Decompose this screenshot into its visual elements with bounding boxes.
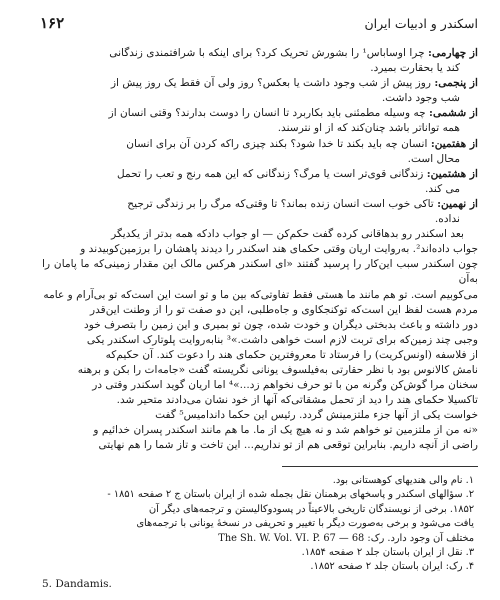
question-continuation: محال است. <box>407 152 460 165</box>
paragraph-line: نامش کالانوس بود با نظر حقارتی به‌فیلسوف یونانی نگریسته گفت «جامه‌ات را بکن و برهنه <box>77 363 478 376</box>
paragraph-line: از فلاسفه (اونس‌کریت) را فرستاد تا معروفترین حکمای هند را دعوت کند. آن حکیم‌که <box>105 348 478 361</box>
running-title: اسکندر و ادبیات ایران <box>364 15 478 31</box>
question-continuation: کند یا بحقارت بمیرد. <box>370 62 460 75</box>
question-text: چه وسیله مطمئنی باید بکاربرد تا انسان را دوست بدارند؟ وقتی انسان از <box>108 107 426 120</box>
paragraph-line: می‌کوبیم ‌است. تو هم مانند ما هستی فقط تفاوتی‌که بین ما و تو است این است‌که تو بی‌آرام و عامه <box>43 288 478 301</box>
footnote-2-cont: یافت می‌شود و برخی به‌صورت دیگر با تغییر و تحریفی در نسخهٔ یونانی با ترجمه‌های <box>136 518 474 530</box>
footnote-5: 5. Dandamis. <box>42 578 112 590</box>
question-6 <box>42 106 478 136</box>
question-label: از هشتمین: <box>426 167 478 180</box>
footnote-4: ۴. رک: ایران باستان جلد ۲ صفحه ۱۸۵۲. <box>310 561 474 573</box>
footnote-separator <box>282 466 478 467</box>
paragraph-line: مردم هست لفظ این است‌که تو‌کنجکاوی و جاه‌طلبی، این دو صفت تو را از وطنت این‌قدر <box>89 303 478 316</box>
paragraph-line: راضی از آنچه داریم. بنابراین توقعی هم از تو نداریم... این تاخت و تاز شما را هم نهایتی <box>98 439 478 452</box>
paragraph-line: «نه من از ملتزمین تو خواهم شد و نه هیچ یک از ما. ما هم مانند اسکندر پسران خدائیم و <box>93 424 478 437</box>
question-text: چرا اوساباس¹ را بشورش تحریک کرد؟ برای اینکه با شرافتمندی زندگانی <box>109 47 425 59</box>
paragraph-line: وجبی چند زمین‌که برای تربت لازم است خواهی داشت.»³ بنا‌به‌روایت پلوتارک اسکندر یکی <box>86 333 478 346</box>
footnote-2: ۲. سؤالهای اسکندر و پاسخهای برهمنان نقل بجمله شده از ایران باستان ج ۲ صفحه ۱۸۵۱ - <box>107 489 474 501</box>
paragraph-line: تاکسیلا حکمای هند را دید از تحمل مشقاتی‌که آنها از خود نشان می‌دادند متحیر شد. <box>116 394 478 407</box>
footnote-2-cont: ۱۸۵۲. برخی از نویسندگان تاریخی بالاعیناً در پسودو‌کالیستن و ترجمه‌های دیگر آن <box>148 503 474 515</box>
question-5 <box>42 76 478 106</box>
question-text: روز پیش از شب وجود داشت یا بعکس؟ روز ولی آن فقط یک روز پیش از <box>110 77 432 90</box>
footnotes <box>42 474 478 575</box>
paragraph-line: بعد اسکندر رو بدهاقانی کرده گفت حکم‌کن — او جواب داد‌که همه بدتر از یکدیگر <box>111 228 464 241</box>
question-label: از نهمین: <box>437 197 478 210</box>
question-continuation: همه تواناتر باشد چنان‌کند که از او نترسند. <box>277 122 460 135</box>
main-text <box>42 46 478 454</box>
question-8 <box>42 167 478 197</box>
question-label: از پنجمی: <box>434 77 478 90</box>
paragraph-line: سخنان مرا گوش‌کن و‌گرنه من با تو حرف نخواهم زد...»⁴ اما اریان گوید اسکندر وقتی در <box>92 379 478 392</box>
footnote-3: ۳. نقل از ایران باستان جلد ۲ صفحه ۱۸۵۴. <box>301 547 474 559</box>
paragraph-line: خواست یکی از آنها جزء ملتزمینش گردد. رئیس این حکما داندامیس⁵ گفت <box>155 409 478 422</box>
question-label: از ششمی: <box>429 107 478 120</box>
page-header <box>40 12 478 34</box>
question-7 <box>42 137 478 167</box>
paragraph-line: دور داشته و باعث بدبختی دیگران و خودت شده، چون تو بمیری و این زمین را بتصرف خود <box>84 318 478 331</box>
question-continuation: می کند. <box>424 182 460 195</box>
question-text: انسان چه باید بکند تا خدا شود؟ بکند چیزی را‌که کردن آن برای انسان <box>126 137 428 150</box>
footnote-2-cont: مختلف آن وجود دارد. رک: 68 — The Sh. W. Vol. VI. P. 67 <box>218 532 474 544</box>
question-continuation: ندا‌ده. <box>434 213 460 226</box>
body-paragraph <box>42 227 478 453</box>
question-9 <box>42 197 478 227</box>
paragraph-line: چون اسکندر سبب این‌کار را پرسید گفتند «ای اسکندر هرکس مالک این مقدار زمینی‌که ما پامان را به‌آن <box>42 258 478 286</box>
question-text: زندگانی قوی‌تر است یا مرگ؟ زندگانی که این همه رنج و تعب را تحمل <box>117 167 424 180</box>
page-number: ۱۶۲ <box>40 14 65 32</box>
footnote-1: ۱. نام والی هندیهای کوهستانی بود. <box>332 475 474 486</box>
question-4 <box>42 46 478 76</box>
question-text: تاکی خوب است انسان زنده بماند؟ تا وقتی‌که مرگ را بر زندگی ترجیح <box>127 197 434 210</box>
paragraph-line: جواب داده‌اند². به‌روایت اریان وقتی حکمای هند اسکندر را دیدند پاهشان را برزمین‌کوبیدند و <box>80 243 478 256</box>
question-continuation: شب وجود داشت. <box>381 92 460 105</box>
question-label: از هفتمین: <box>430 137 478 150</box>
question-label: از چهارمی: <box>428 47 478 59</box>
